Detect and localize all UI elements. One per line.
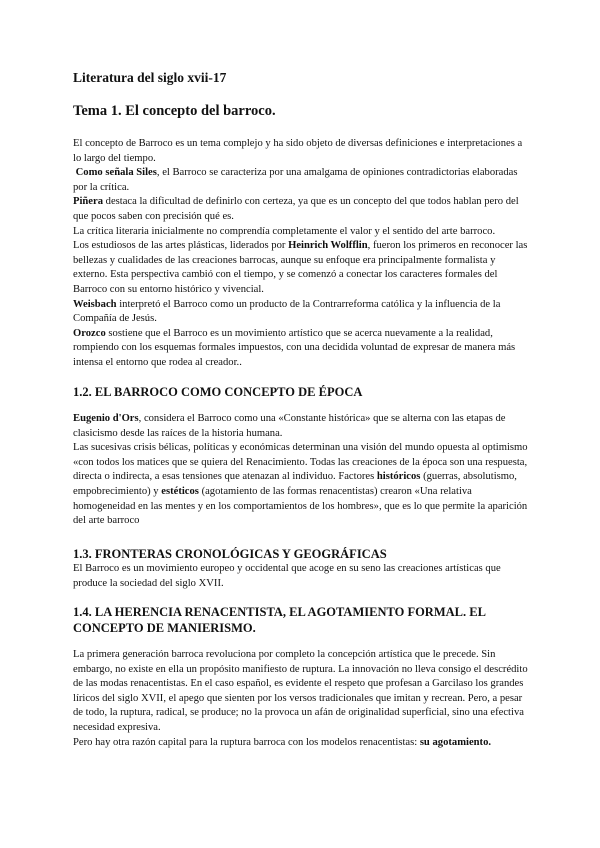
- paragraph: Orozco sostiene que el Barroco es un movimiento artístico que se acerca nuevamente a la realidad, rompiendo con los esquemas formales impuestos, con una decidida voluntad de expresar de manera más intensa el entorno que rodea al creador..: [73, 327, 516, 368]
- paragraph: Eugenio d'Ors, considera el Barroco como una «Constante histórica» que se alterna con las etapas de clasicismo desde las raíces de la historia humana.: [73, 413, 506, 439]
- author-name: Heinrich Wolfflin: [288, 240, 368, 252]
- paragraph: El Barroco es un movimiento europeo y occidental que acoge en su seno las creaciones artísticas que produce la sociedad del siglo XVII.: [73, 563, 501, 589]
- author-name: Eugenio d'Ors: [73, 413, 139, 424]
- author-name: Weisbach: [73, 298, 117, 310]
- paragraph: Como señala Siles, el Barroco se caracteriza por una amalgama de opiniones contradictorias elaboradas por la crítica.: [73, 167, 518, 193]
- document-title: Literatura del siglo xvii-17: [73, 70, 227, 85]
- intro-section: [73, 137, 529, 371]
- paragraph: La crítica literaria inicialmente no comprendía completamente el valor y el sentido del arte barroco.: [73, 225, 496, 237]
- paragraph: La primera generación barroca revoluciona por completo la concepción artística que le precede. Sin embargo, no existe en ella un propósito manifiesto de ruptura. La innovación no lleva consigo el descrédito de las modas renacentistas. En el caso español, es evidente el respeto que profesan a Garcilaso los grandes líricos del siglo XVII, el apego que sienten por los versos tradicionales que imitan y recrean. Pero, a pesar de todo, la ruptura, radical, se produce; no la provoca un afán de originalidad superficial, sino una efectiva necesidad expresiva.: [73, 649, 528, 733]
- keyword: estéticos: [161, 485, 199, 497]
- paragraph: El concepto de Barroco es un tema complejo y ha sido objeto de diversas definiciones e interpretaciones a lo largo del tiempo.: [73, 138, 523, 164]
- paragraph: Pero hay otra razón capital para la ruptura barroca con los modelos renacentistas: su agotamiento.: [73, 736, 492, 748]
- keyword: históricos: [376, 471, 421, 483]
- keyword: su agotamiento.: [419, 736, 492, 748]
- paragraph: Piñera destaca la dificultad de definirlo con certeza, ya que es un concepto del que todos hablan pero del que pocos saben con precisión qué es.: [73, 196, 519, 222]
- section-heading-1-3: 1.3. FRONTERAS CRONOLÓGICAS Y GEOGRÁFICAS: [73, 547, 387, 561]
- paragraph: Weisbach interpretó el Barroco como un producto de la Contrarreforma católica y la influencia de la Compañía de Jesús.: [73, 298, 501, 325]
- tema-heading: Tema 1. El concepto del barroco.: [73, 103, 276, 119]
- section-1-3: [73, 562, 529, 591]
- author-name: Piñera: [73, 196, 104, 208]
- section-heading-1-2: 1.2. EL BARROCO COMO CONCEPTO DE ÉPOCA: [73, 385, 363, 399]
- section-1-2: [73, 412, 529, 529]
- paragraph: Las sucesivas crisis bélicas, políticas y económicas determinan una visión del mundo opuesta al optimismo «con todos los matices que se quiera del Renacimiento. Todas las creaciones de la época son una respuesta, directa o indirecta, a esas tensiones que atenazan al individuo. Factores históricos (guerras, absolutismo, empobrecimiento) y estéticos (agotamiento de las formas renacentistas) crearon «Una relativa homogeneidad en las mentes y en los comportamientos de los hombres», que es lo que permite la aparición del arte barroco: [73, 442, 528, 527]
- author-name: Como señala Siles: [75, 167, 157, 179]
- paragraph: Los estudiosos de las artes plásticas, liderados por Heinrich Wolfflin, fueron los primeros en reconocer las bellezas y cualidades de las creaciones barrocas, aunque su enfoque era principalmente formalista y externo. Esta perspectiva cambió con el tiempo, y se comenzó a conectar los caracteres formales del Barroco con su entorno histórico y vivencial.: [73, 240, 528, 295]
- section-heading-1-4: 1.4. LA HERENCIA RENACENTISTA, EL AGOTAMIENTO FORMAL. EL CONCEPTO DE MANIERISMO.: [73, 605, 486, 635]
- section-1-4: [73, 648, 529, 750]
- author-name: Orozco: [73, 327, 106, 339]
